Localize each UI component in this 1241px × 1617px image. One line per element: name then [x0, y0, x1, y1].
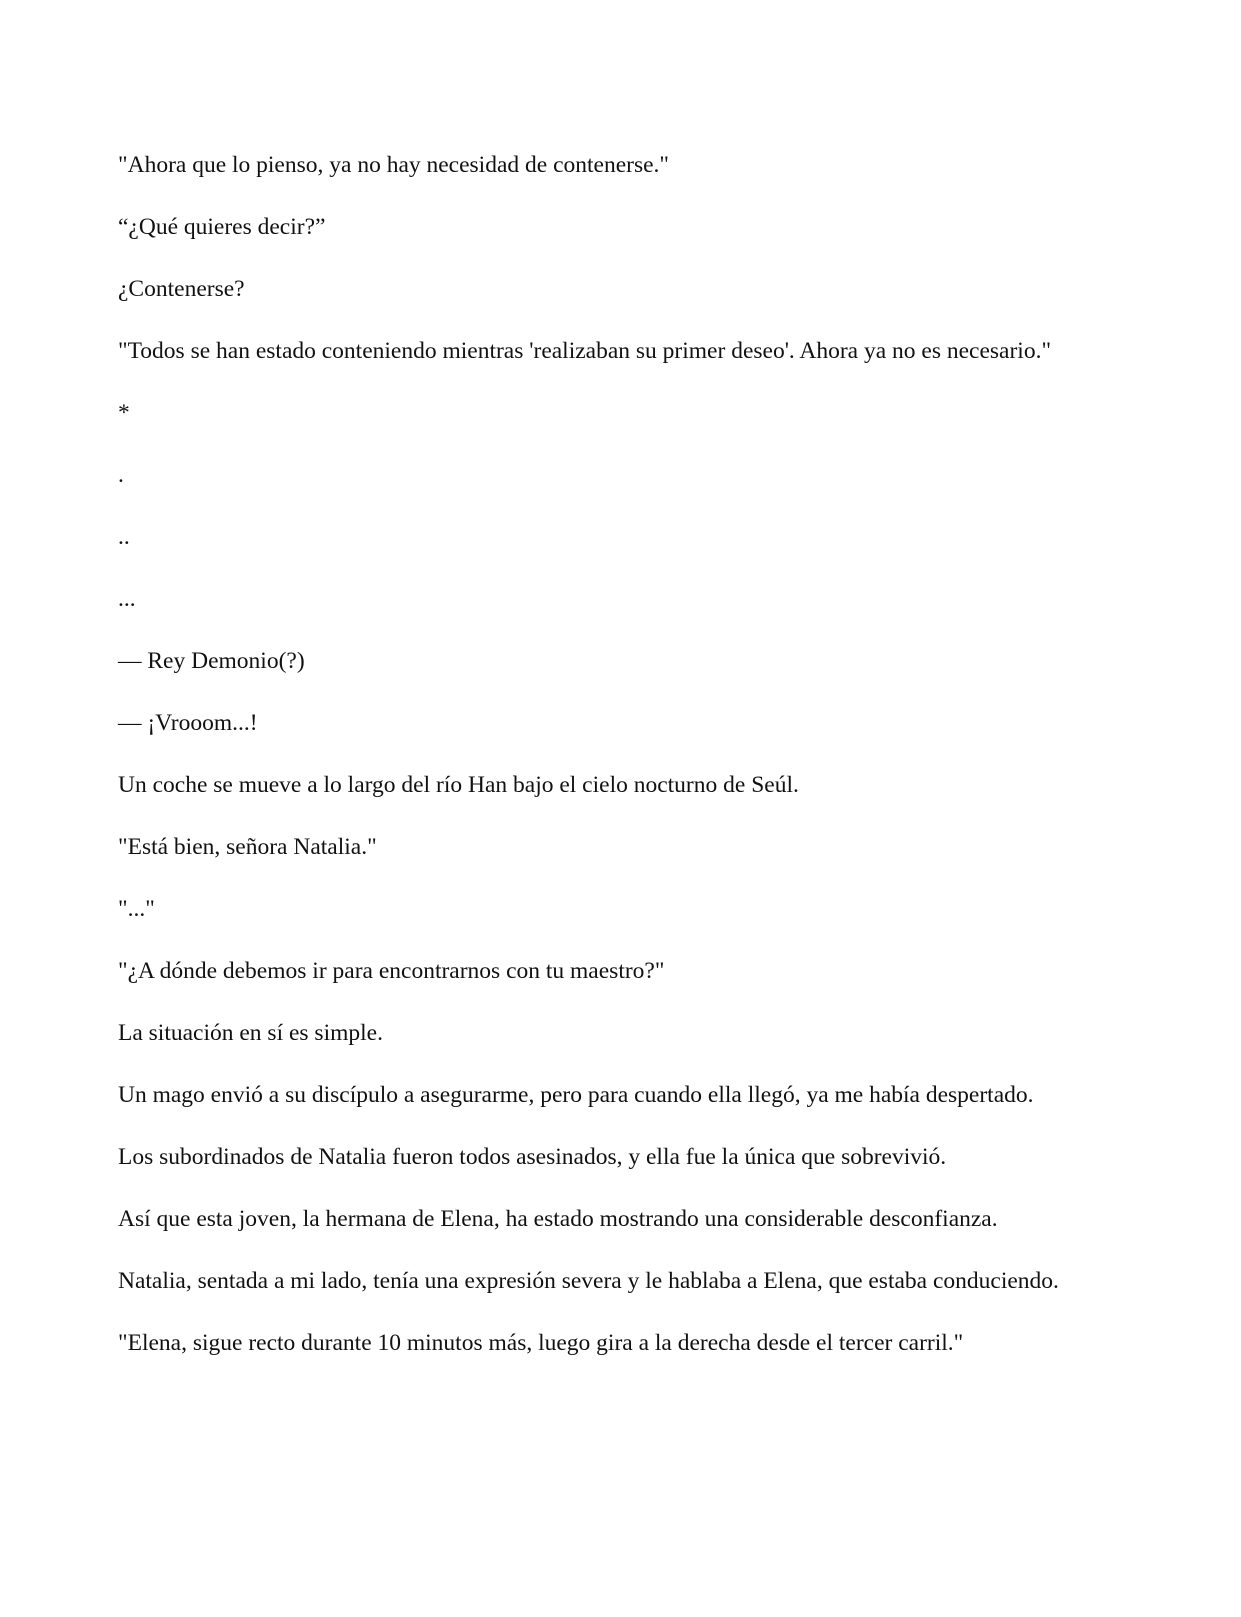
document-body — [118, 149, 1122, 1389]
paragraph: La situación en sí es simple. — [118, 1020, 383, 1046]
paragraph: "Está bien, señora Natalia." — [118, 834, 377, 860]
paragraph: "Elena, sigue recto durante 10 minutos más, luego gira a la derecha desde el tercer carril." — [118, 1330, 964, 1356]
paragraph: “¿Qué quieres decir?” — [118, 214, 326, 240]
paragraph: ¿Contenerse? — [118, 276, 245, 302]
scene-break-dots: .. — [118, 524, 130, 550]
paragraph: "Todos se han estado conteniendo mientras 'realizaban su primer deseo'. Ahora ya no es necesario." — [118, 338, 1052, 364]
paragraph: "¿A dónde debemos ir para encontrarnos con tu maestro?" — [118, 958, 665, 984]
paragraph: Un mago envió a su discípulo a asegurarme, pero para cuando ella llegó, ya me había despertado. — [118, 1082, 1034, 1108]
section-heading: — Rey Demonio(?) — [118, 648, 305, 674]
paragraph: — ¡Vrooom...! — [118, 710, 258, 736]
paragraph: "..." — [118, 896, 155, 922]
paragraph: Un coche se mueve a lo largo del río Han bajo el cielo nocturno de Seúl. — [118, 772, 799, 798]
scene-break-dot: . — [118, 462, 124, 488]
scene-break-asterisk: * — [118, 400, 130, 426]
paragraph: Natalia, sentada a mi lado, tenía una expresión severa y le hablaba a Elena, que estaba conduciendo. — [118, 1268, 1059, 1294]
paragraph: Los subordinados de Natalia fueron todos asesinados, y ella fue la única que sobrevivió. — [118, 1144, 947, 1170]
scene-break-ellipsis: ... — [118, 586, 136, 612]
paragraph: Así que esta joven, la hermana de Elena, ha estado mostrando una considerable desconfianza. — [118, 1206, 998, 1232]
paragraph: "Ahora que lo pienso, ya no hay necesidad de contenerse." — [118, 152, 670, 178]
